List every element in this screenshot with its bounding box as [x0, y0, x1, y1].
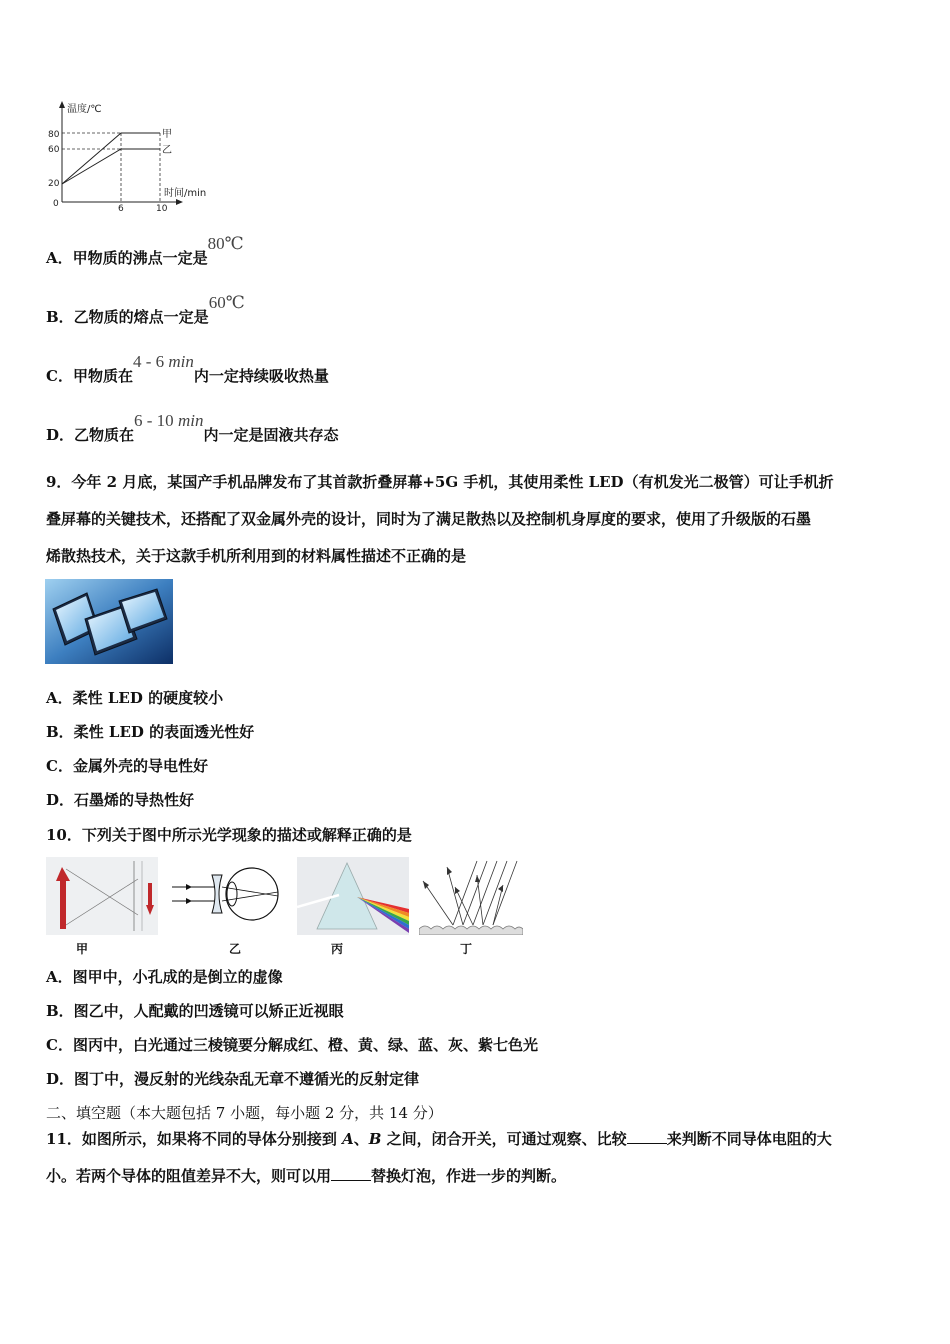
q8-option-a [46, 234, 244, 268]
y-axis-arrow [59, 101, 65, 108]
series-jia-label: 甲 [162, 129, 172, 140]
q11-line1-b: 之间，闭合开关，可通过观察、比较 [381, 1130, 627, 1148]
q9-option-a: A．柔性 LED 的硬度较小 [46, 689, 224, 707]
q8-option-d [46, 411, 339, 445]
q8-option-b [46, 293, 245, 327]
q8-option-a-text: A．甲物质的沸点一定是 [46, 249, 208, 267]
q8-option-d-math [134, 411, 203, 430]
q11-line2-a: 小。若两个导体的阻值差异不大，则可以用 [46, 1167, 332, 1185]
figure-bing-prism [297, 857, 409, 935]
x-axis-label: 时间/min [164, 188, 207, 199]
figure-label-yi: 乙 [229, 942, 242, 956]
q10-option-a: A．图甲中，小孔成的是倒立的虚像 [46, 968, 283, 986]
q8-option-b-text: B．乙物质的熔点一定是 [46, 308, 209, 326]
foldable-phone-photo [45, 579, 173, 664]
x-tick-10: 10 [156, 204, 168, 214]
rough-surface [419, 926, 523, 935]
series-yi-line [62, 149, 160, 184]
y-tick-60: 60 [48, 145, 60, 155]
q8-option-c [46, 352, 329, 386]
q11-blank-2[interactable] [331, 1166, 371, 1181]
y-tick-20: 20 [48, 179, 60, 189]
q8-option-c-suffix: 内一定持续吸收热量 [193, 367, 329, 385]
q11-sep: 、 [353, 1130, 369, 1148]
q10-option-c: C．图丙中，白光通过三棱镜要分解成红、橙、黄、绿、蓝、灰、紫七色光 [46, 1036, 538, 1054]
q8-option-a-math: 80℃ [207, 234, 244, 253]
y-axis-label: 温度/℃ [67, 104, 102, 115]
q8-option-c-text: C．甲物质在 [46, 367, 133, 385]
q9-stem-line2: 叠屏幕的关键技术，还搭配了双金属外壳的设计，同时为了满足散热以及控制机身厚度的要求，使用了升级版的石墨 [46, 510, 812, 528]
q9-stem-line1: 9．今年 2 月底，某国产手机品牌发布了其首款折叠屏幕+5G 手机，其使用柔性 LED（有机发光二极管）可让手机折 [46, 473, 834, 491]
q8-option-d-suffix: 内一定是固液共存态 [203, 426, 339, 444]
series-jia-line [62, 133, 160, 184]
section-fill-in-title: 二、填空题（本大题包括 7 小题，每小题 2 分，共 14 分） [46, 1104, 443, 1122]
q11-line1-a: 11．如图所示，如果将不同的导体分别接到 [46, 1130, 343, 1148]
q8-option-d-num: 6 - 10 [134, 411, 174, 430]
q9-option-c: C．金属外壳的导电性好 [46, 757, 208, 775]
x-axis-arrow [176, 199, 183, 205]
q10-option-b: B．图乙中，人配戴的凹透镜可以矫正近视眼 [46, 1002, 344, 1020]
q10-stem: 10．下列关于图中所示光学现象的描述或解释正确的是 [46, 826, 412, 844]
figure-yi-eye-lens [170, 857, 282, 935]
q8-option-c-unit: min [168, 352, 194, 371]
q10-option-d: D．图丁中，漫反射的光线杂乱无章不遵循光的反射定律 [46, 1070, 420, 1088]
q11-var-b: B [368, 1130, 382, 1148]
q9-stem-line3: 烯散热技术，关于这款手机所利用到的材料属性描述不正确的是 [46, 547, 467, 565]
q9-option-b: B．柔性 LED 的表面透光性好 [46, 723, 255, 741]
y-tick-0: 0 [53, 199, 59, 209]
q11-line2-b: 替换灯泡，作进一步的判断。 [371, 1167, 567, 1185]
figure-label-ding: 丁 [460, 942, 473, 956]
q11-line2 [46, 1166, 566, 1186]
q11-var-a: A [342, 1130, 354, 1148]
q11-line1-c: 来判断不同导体电阻的大 [666, 1130, 832, 1148]
figure-label-jia: 甲 [76, 942, 89, 956]
q11-blank-1[interactable] [627, 1129, 667, 1144]
q8-option-b-math: 60℃ [208, 293, 245, 312]
y-tick-80: 80 [48, 130, 60, 140]
figure-ding-diffuse-reflection [419, 857, 523, 935]
temperature-time-graph [40, 98, 220, 218]
q9-option-d: D．石墨烯的导热性好 [46, 791, 195, 809]
series-yi-label: 乙 [162, 145, 172, 156]
figure-jia-pinhole [46, 857, 158, 935]
q11-line1 [46, 1129, 832, 1149]
q8-option-c-num: 4 - 6 [132, 352, 165, 371]
q8-option-d-unit: min [177, 411, 204, 430]
q8-option-d-text: D．乙物质在 [46, 426, 135, 444]
figure-label-bing: 丙 [331, 942, 344, 956]
q8-option-c-math [133, 352, 194, 371]
x-tick-6: 6 [118, 204, 124, 214]
